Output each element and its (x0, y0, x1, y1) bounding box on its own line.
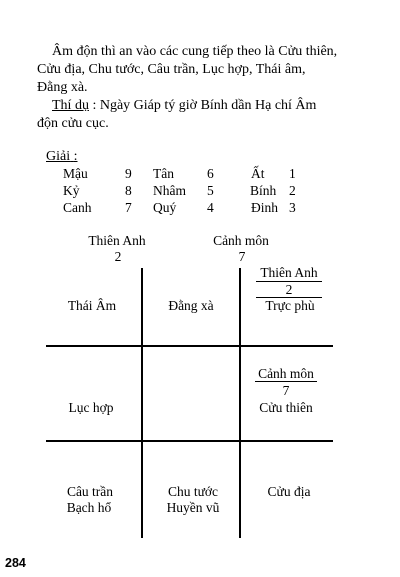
example-label: Thí dụ (52, 98, 89, 113)
stem-name: Nhâm (153, 183, 186, 198)
cell-underline (255, 381, 317, 382)
stem-name: Mậu (63, 166, 88, 181)
stem-name: Kỷ (63, 183, 80, 198)
cell-cuu-thien: Cửu thiên (259, 400, 313, 415)
top-right-number: 7 (238, 249, 246, 264)
cell-chu-tuoc: Chu tước (167, 484, 219, 499)
top-right-label: Cảnh môn (213, 233, 269, 248)
cell-thien-anh-label: Thiên Anh (260, 265, 318, 280)
stem-name: Bính (250, 183, 277, 198)
top-left-label: Thiên Anh (88, 233, 146, 248)
cell-thien-anh-number: 2 (285, 282, 293, 297)
top-left-number: 2 (114, 249, 122, 264)
page-number: 284 (5, 556, 26, 570)
paragraph-line-1: Âm độn thì an vào các cung tiếp theo là Cửu thiên, (52, 44, 338, 59)
paragraph-line-2: Cửu địa, Chu tước, Câu trần, Lục hợp, Thái âm, (37, 62, 306, 77)
example-line-1 (52, 98, 316, 115)
cell-dang-xa: Đằng xà (168, 298, 214, 313)
stem-number: 2 (289, 183, 296, 198)
stem-name: Ất (251, 166, 265, 181)
cell-canh-mon-label: Cảnh môn (258, 366, 314, 381)
grid-vertical-line-right (239, 268, 241, 538)
solution-label: Giải : (46, 149, 78, 164)
stem-number: 4 (207, 200, 214, 215)
grid-vertical-line-left (141, 268, 143, 538)
cell-huyen-vu: Huyền vũ (166, 500, 220, 515)
stem-name: Quý (153, 200, 177, 215)
cell-cuu-dia: Cửu địa (267, 484, 311, 499)
cell-canh-mon-number: 7 (282, 383, 290, 398)
stem-number: 1 (289, 166, 296, 181)
stem-name: Tân (153, 166, 174, 181)
example-text: : Ngày Giáp tý giờ Bính dần Hạ chí Âm (92, 98, 317, 113)
cell-cau-tran: Câu trần (66, 484, 114, 499)
stem-number: 6 (207, 166, 214, 181)
stem-number: 3 (289, 200, 296, 215)
stem-number: 8 (125, 183, 132, 198)
stem-number: 5 (207, 183, 214, 198)
cell-luc-hop: Lục hợp (68, 400, 114, 415)
paragraph-line-3: Đằng xà. (37, 80, 88, 95)
stem-number: 9 (125, 166, 132, 181)
grid-horizontal-line-bottom (46, 440, 333, 442)
stem-name: Đinh (251, 200, 278, 215)
stem-name: Canh (63, 200, 92, 215)
cell-truc-phu: Trực phù (265, 298, 315, 313)
example-line-2: độn cửu cục. (37, 116, 109, 131)
grid-horizontal-line-top (46, 345, 333, 347)
cell-thai-am: Thái Âm (67, 298, 117, 313)
stem-number: 7 (125, 200, 132, 215)
cell-bach-ho: Bạch hổ (66, 500, 112, 515)
